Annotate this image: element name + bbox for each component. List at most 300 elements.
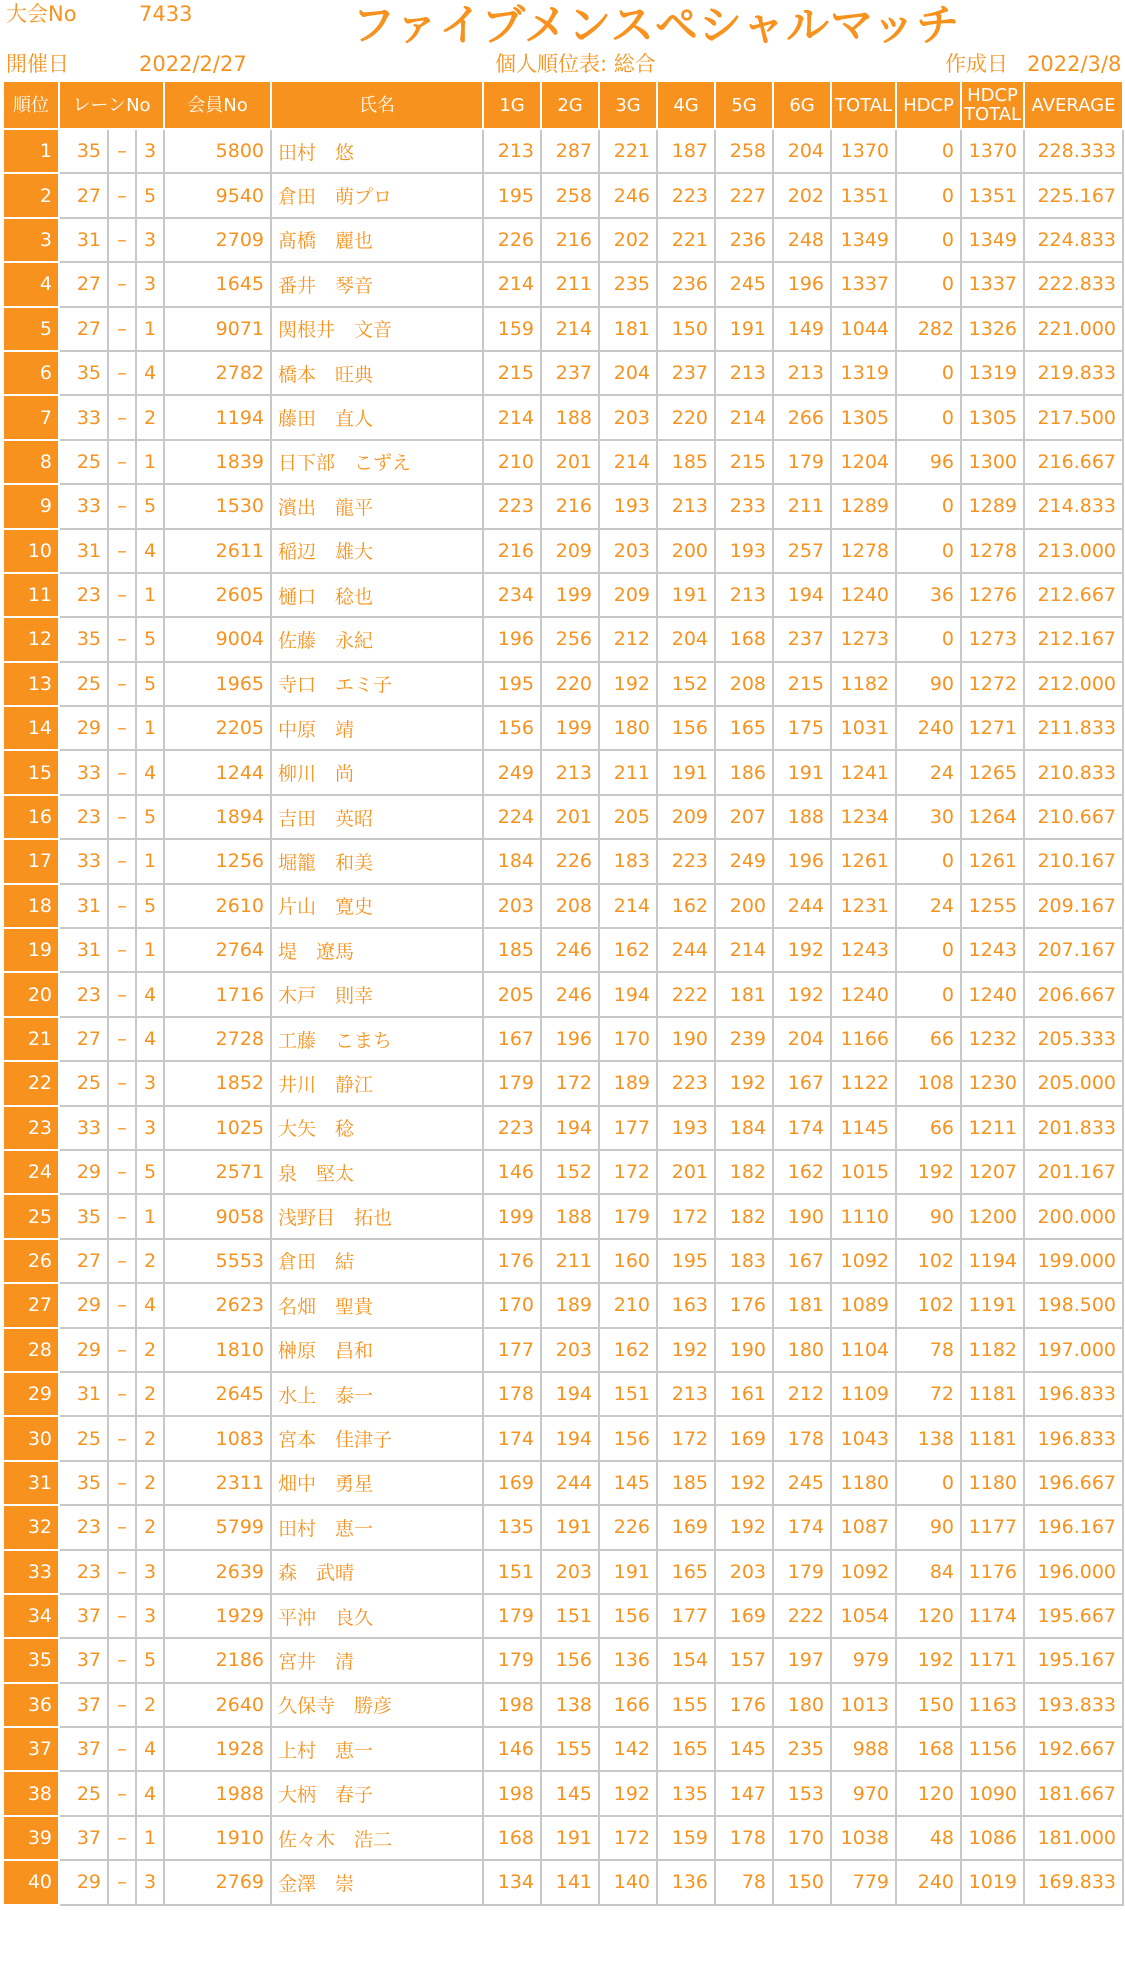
player-name-cell: 平沖 良久 — [271, 1594, 483, 1638]
game-5-cell: 165 — [715, 706, 773, 750]
member-no-cell: 2571 — [164, 1150, 271, 1194]
member-no-cell: 5799 — [164, 1505, 271, 1549]
game-4-cell: 222 — [657, 972, 715, 1016]
game-1-cell: 174 — [483, 1416, 541, 1460]
total-cell: 1204 — [831, 440, 896, 484]
game-4-cell: 155 — [657, 1683, 715, 1727]
game-5-cell: 192 — [715, 1505, 773, 1549]
average-cell: 196.000 — [1024, 1550, 1123, 1594]
average-cell: 212.167 — [1024, 617, 1123, 661]
hdcp-cell: 240 — [896, 706, 961, 750]
lane-number-cell: 37 — [59, 1727, 108, 1771]
game-3-cell: 177 — [599, 1106, 657, 1150]
hdcp-total-cell: 1171 — [961, 1638, 1024, 1682]
tournament-no: 7433 — [139, 2, 193, 26]
lane-dash-cell: – — [108, 307, 136, 351]
hdcp-cell: 48 — [896, 1816, 961, 1860]
game-4-cell: 209 — [657, 795, 715, 839]
lane-number-cell: 33 — [59, 750, 108, 794]
rank-cell: 22 — [3, 1061, 59, 1105]
rank-cell: 29 — [3, 1372, 59, 1416]
table-row — [3, 1283, 1123, 1327]
game-6-cell: 174 — [773, 1106, 831, 1150]
game-4-cell: 220 — [657, 395, 715, 439]
game-1-cell: 226 — [483, 218, 541, 262]
hdcp-total-cell: 1191 — [961, 1283, 1024, 1327]
lane-dash-cell: – — [108, 1372, 136, 1416]
game-5-cell: 186 — [715, 750, 773, 794]
hdcp-cell: 192 — [896, 1638, 961, 1682]
total-cell: 1240 — [831, 972, 896, 1016]
game-4-cell: 185 — [657, 1461, 715, 1505]
game-3-cell: 226 — [599, 1505, 657, 1549]
table-row — [3, 839, 1123, 883]
game-4-cell: 190 — [657, 1017, 715, 1061]
rank-cell: 40 — [3, 1860, 59, 1904]
game-2-cell: 256 — [541, 617, 599, 661]
table-row — [3, 307, 1123, 351]
game-4-cell: 152 — [657, 662, 715, 706]
lane-dash-cell: – — [108, 928, 136, 972]
member-no-cell: 1645 — [164, 262, 271, 306]
lane-position-cell: 4 — [136, 972, 164, 1016]
game-1-cell: 234 — [483, 573, 541, 617]
hdcp-cell: 90 — [896, 1194, 961, 1238]
lane-dash-cell: – — [108, 1106, 136, 1150]
rank-cell: 33 — [3, 1550, 59, 1594]
total-cell: 1234 — [831, 795, 896, 839]
hdcp-cell: 0 — [896, 218, 961, 262]
member-no-cell: 2769 — [164, 1860, 271, 1904]
lane-number-cell: 25 — [59, 1061, 108, 1105]
average-cell: 200.000 — [1024, 1194, 1123, 1238]
player-name-cell: 寺口 エミ子 — [271, 662, 483, 706]
lane-dash-cell: – — [108, 795, 136, 839]
game-6-cell: 212 — [773, 1372, 831, 1416]
rank-cell: 23 — [3, 1106, 59, 1150]
game-5-cell: 214 — [715, 928, 773, 972]
rank-cell: 16 — [3, 795, 59, 839]
game-3-cell: 189 — [599, 1061, 657, 1105]
lane-position-cell: 2 — [136, 1461, 164, 1505]
game-1-cell: 214 — [483, 262, 541, 306]
rank-cell: 4 — [3, 262, 59, 306]
player-name-cell: 番井 琴音 — [271, 262, 483, 306]
lane-position-cell: 2 — [136, 1372, 164, 1416]
game-6-cell: 181 — [773, 1283, 831, 1327]
rank-cell: 34 — [3, 1594, 59, 1638]
lane-number-cell: 33 — [59, 484, 108, 528]
game-4-cell: 163 — [657, 1283, 715, 1327]
game-6-cell: 245 — [773, 1461, 831, 1505]
lane-position-cell: 4 — [136, 351, 164, 395]
table-row — [3, 972, 1123, 1016]
member-no-cell: 1894 — [164, 795, 271, 839]
lane-dash-cell: – — [108, 750, 136, 794]
game-3-cell: 235 — [599, 262, 657, 306]
game-1-cell: 156 — [483, 706, 541, 750]
game-3-cell: 193 — [599, 484, 657, 528]
game-6-cell: 180 — [773, 1683, 831, 1727]
table-row — [3, 884, 1123, 928]
player-name-cell: 水上 泰一 — [271, 1372, 483, 1416]
game-3-cell: 156 — [599, 1416, 657, 1460]
total-cell: 1337 — [831, 262, 896, 306]
member-no-cell: 1025 — [164, 1106, 271, 1150]
table-row — [3, 529, 1123, 573]
game-2-cell: 199 — [541, 706, 599, 750]
game-1-cell: 170 — [483, 1283, 541, 1327]
game-3-cell: 170 — [599, 1017, 657, 1061]
col-header-hdcp-total: HDCP TOTAL — [961, 81, 1024, 129]
game-4-cell: 213 — [657, 484, 715, 528]
lane-position-cell: 3 — [136, 1594, 164, 1638]
game-3-cell: 203 — [599, 395, 657, 439]
col-header-member-no: 会員No — [164, 81, 271, 129]
lane-number-cell: 31 — [59, 1372, 108, 1416]
player-name-cell: 上村 恵一 — [271, 1727, 483, 1771]
game-2-cell: 208 — [541, 884, 599, 928]
table-row — [3, 662, 1123, 706]
game-6-cell: 257 — [773, 529, 831, 573]
game-6-cell: 248 — [773, 218, 831, 262]
hdcp-cell: 0 — [896, 395, 961, 439]
game-6-cell: 180 — [773, 1328, 831, 1372]
player-name-cell: 片山 寛史 — [271, 884, 483, 928]
total-cell: 1089 — [831, 1283, 896, 1327]
game-2-cell: 216 — [541, 484, 599, 528]
lane-dash-cell: – — [108, 1727, 136, 1771]
member-no-cell: 2610 — [164, 884, 271, 928]
average-cell: 181.667 — [1024, 1771, 1123, 1815]
member-no-cell: 2645 — [164, 1372, 271, 1416]
table-row — [3, 262, 1123, 306]
game-3-cell: 194 — [599, 972, 657, 1016]
game-2-cell: 216 — [541, 218, 599, 262]
game-3-cell: 166 — [599, 1683, 657, 1727]
game-3-cell: 246 — [599, 173, 657, 217]
game-4-cell: 223 — [657, 839, 715, 883]
total-cell: 1182 — [831, 662, 896, 706]
table-row — [3, 928, 1123, 972]
game-3-cell: 204 — [599, 351, 657, 395]
game-2-cell: 287 — [541, 129, 599, 173]
lane-number-cell: 37 — [59, 1594, 108, 1638]
lane-position-cell: 1 — [136, 440, 164, 484]
player-name-cell: 髙橋 麗也 — [271, 218, 483, 262]
lane-number-cell: 29 — [59, 1283, 108, 1327]
hdcp-total-cell: 1176 — [961, 1550, 1024, 1594]
table-row — [3, 1771, 1123, 1815]
lane-dash-cell: – — [108, 1683, 136, 1727]
lane-position-cell: 4 — [136, 1727, 164, 1771]
table-row — [3, 1416, 1123, 1460]
total-cell: 1351 — [831, 173, 896, 217]
table-row — [3, 1860, 1123, 1904]
average-cell: 205.333 — [1024, 1017, 1123, 1061]
lane-number-cell: 29 — [59, 1328, 108, 1372]
game-5-cell: 184 — [715, 1106, 773, 1150]
total-cell: 1038 — [831, 1816, 896, 1860]
game-6-cell: 170 — [773, 1816, 831, 1860]
total-cell: 1092 — [831, 1239, 896, 1283]
hdcp-total-cell: 1370 — [961, 129, 1024, 173]
total-cell: 1122 — [831, 1061, 896, 1105]
game-6-cell: 194 — [773, 573, 831, 617]
game-6-cell: 174 — [773, 1505, 831, 1549]
game-4-cell: 135 — [657, 1771, 715, 1815]
hdcp-total-cell: 1337 — [961, 262, 1024, 306]
game-4-cell: 201 — [657, 1150, 715, 1194]
tournament-no-label: 大会No — [6, 2, 77, 26]
lane-position-cell: 4 — [136, 750, 164, 794]
game-6-cell: 192 — [773, 928, 831, 972]
member-no-cell: 2640 — [164, 1683, 271, 1727]
game-5-cell: 214 — [715, 395, 773, 439]
hdcp-cell: 120 — [896, 1771, 961, 1815]
player-name-cell: 田村 悠 — [271, 129, 483, 173]
game-1-cell: 185 — [483, 928, 541, 972]
lane-position-cell: 3 — [136, 1860, 164, 1904]
table-row — [3, 573, 1123, 617]
member-no-cell: 1256 — [164, 839, 271, 883]
col-header-game-3: 3G — [599, 81, 657, 129]
game-1-cell: 177 — [483, 1328, 541, 1372]
game-6-cell: 167 — [773, 1061, 831, 1105]
player-name-cell: 中原 靖 — [271, 706, 483, 750]
average-cell: 212.000 — [1024, 662, 1123, 706]
game-2-cell: 152 — [541, 1150, 599, 1194]
game-3-cell: 192 — [599, 662, 657, 706]
game-6-cell: 197 — [773, 1638, 831, 1682]
hdcp-cell: 66 — [896, 1017, 961, 1061]
member-no-cell: 1716 — [164, 972, 271, 1016]
game-1-cell: 146 — [483, 1150, 541, 1194]
game-1-cell: 215 — [483, 351, 541, 395]
lane-dash-cell: – — [108, 262, 136, 306]
game-3-cell: 214 — [599, 884, 657, 928]
lane-position-cell: 1 — [136, 839, 164, 883]
lane-dash-cell: – — [108, 440, 136, 484]
player-name-cell: 倉田 萌プロ — [271, 173, 483, 217]
hdcp-total-cell: 1156 — [961, 1727, 1024, 1771]
total-cell: 1044 — [831, 307, 896, 351]
game-2-cell: 194 — [541, 1106, 599, 1150]
game-5-cell: 245 — [715, 262, 773, 306]
average-cell: 195.167 — [1024, 1638, 1123, 1682]
hdcp-cell: 0 — [896, 262, 961, 306]
lane-position-cell: 5 — [136, 662, 164, 706]
hdcp-total-cell: 1163 — [961, 1683, 1024, 1727]
game-1-cell: 249 — [483, 750, 541, 794]
lane-dash-cell: – — [108, 1638, 136, 1682]
hdcp-total-cell: 1181 — [961, 1372, 1024, 1416]
game-6-cell: 237 — [773, 617, 831, 661]
game-3-cell: 151 — [599, 1372, 657, 1416]
table-row — [3, 395, 1123, 439]
lane-dash-cell: – — [108, 617, 136, 661]
member-no-cell: 2623 — [164, 1283, 271, 1327]
lane-number-cell: 23 — [59, 1505, 108, 1549]
table-row — [3, 173, 1123, 217]
created-label: 作成日 — [945, 52, 1008, 76]
rank-cell: 6 — [3, 351, 59, 395]
hdcp-cell: 30 — [896, 795, 961, 839]
player-name-cell: 佐藤 永紀 — [271, 617, 483, 661]
lane-number-cell: 33 — [59, 395, 108, 439]
rank-cell: 15 — [3, 750, 59, 794]
lane-number-cell: 33 — [59, 1106, 108, 1150]
lane-number-cell: 31 — [59, 884, 108, 928]
game-5-cell: 207 — [715, 795, 773, 839]
lane-position-cell: 1 — [136, 307, 164, 351]
rank-cell: 12 — [3, 617, 59, 661]
lane-position-cell: 3 — [136, 1106, 164, 1150]
member-no-cell: 1910 — [164, 1816, 271, 1860]
game-1-cell: 205 — [483, 972, 541, 1016]
game-3-cell: 205 — [599, 795, 657, 839]
hdcp-total-cell: 1305 — [961, 395, 1024, 439]
game-1-cell: 224 — [483, 795, 541, 839]
game-2-cell: 138 — [541, 1683, 599, 1727]
hdcp-total-cell: 1278 — [961, 529, 1024, 573]
hdcp-total-cell: 1273 — [961, 617, 1024, 661]
game-5-cell: 258 — [715, 129, 773, 173]
average-cell: 216.667 — [1024, 440, 1123, 484]
col-header-rank: 順位 — [3, 81, 59, 129]
game-4-cell: 165 — [657, 1550, 715, 1594]
table-row — [3, 1239, 1123, 1283]
hdcp-total-cell: 1289 — [961, 484, 1024, 528]
player-name-cell: 吉田 英昭 — [271, 795, 483, 839]
game-1-cell: 214 — [483, 395, 541, 439]
col-header-average: AVERAGE — [1024, 81, 1123, 129]
game-5-cell: 176 — [715, 1283, 773, 1327]
game-2-cell: 211 — [541, 1239, 599, 1283]
average-cell: 217.500 — [1024, 395, 1123, 439]
lane-dash-cell: – — [108, 1816, 136, 1860]
table-row — [3, 1505, 1123, 1549]
game-2-cell: 196 — [541, 1017, 599, 1061]
average-cell: 212.667 — [1024, 573, 1123, 617]
total-cell: 1243 — [831, 928, 896, 972]
hdcp-cell: 0 — [896, 1461, 961, 1505]
game-4-cell: 244 — [657, 928, 715, 972]
hdcp-total-cell: 1272 — [961, 662, 1024, 706]
player-name-cell: 宮井 清 — [271, 1638, 483, 1682]
game-4-cell: 195 — [657, 1239, 715, 1283]
game-1-cell: 179 — [483, 1638, 541, 1682]
game-6-cell: 202 — [773, 173, 831, 217]
game-2-cell: 191 — [541, 1505, 599, 1549]
lane-number-cell: 31 — [59, 928, 108, 972]
hdcp-total-cell: 1255 — [961, 884, 1024, 928]
table-row — [3, 617, 1123, 661]
member-no-cell: 9071 — [164, 307, 271, 351]
game-6-cell: 175 — [773, 706, 831, 750]
game-4-cell: 191 — [657, 750, 715, 794]
game-5-cell: 157 — [715, 1638, 773, 1682]
lane-dash-cell: – — [108, 1061, 136, 1105]
player-name-cell: 大柄 春子 — [271, 1771, 483, 1815]
lane-position-cell: 1 — [136, 1816, 164, 1860]
game-1-cell: 169 — [483, 1461, 541, 1505]
hdcp-cell: 102 — [896, 1283, 961, 1327]
game-2-cell: 156 — [541, 1638, 599, 1682]
average-cell: 199.000 — [1024, 1239, 1123, 1283]
hdcp-cell: 0 — [896, 529, 961, 573]
lane-dash-cell: – — [108, 529, 136, 573]
report-title: 個人順位表: 総合 — [495, 52, 656, 76]
game-6-cell: 167 — [773, 1239, 831, 1283]
lane-number-cell: 29 — [59, 1860, 108, 1904]
game-5-cell: 190 — [715, 1328, 773, 1372]
total-cell: 1013 — [831, 1683, 896, 1727]
lane-position-cell: 5 — [136, 1638, 164, 1682]
game-2-cell: 155 — [541, 1727, 599, 1771]
hdcp-total-cell: 1182 — [961, 1328, 1024, 1372]
hdcp-cell: 90 — [896, 1505, 961, 1549]
game-6-cell: 153 — [773, 1771, 831, 1815]
lane-dash-cell: – — [108, 173, 136, 217]
player-name-cell: 藤田 直人 — [271, 395, 483, 439]
average-cell: 206.667 — [1024, 972, 1123, 1016]
game-2-cell: 211 — [541, 262, 599, 306]
hdcp-cell: 0 — [896, 173, 961, 217]
total-cell: 1180 — [831, 1461, 896, 1505]
member-no-cell: 2639 — [164, 1550, 271, 1594]
lane-number-cell: 35 — [59, 129, 108, 173]
lane-position-cell: 3 — [136, 129, 164, 173]
game-3-cell: 136 — [599, 1638, 657, 1682]
game-5-cell: 227 — [715, 173, 773, 217]
game-4-cell: 156 — [657, 706, 715, 750]
player-name-cell: 倉田 結 — [271, 1239, 483, 1283]
average-cell: 201.167 — [1024, 1150, 1123, 1194]
game-5-cell: 182 — [715, 1194, 773, 1238]
hdcp-cell: 0 — [896, 928, 961, 972]
member-no-cell: 2186 — [164, 1638, 271, 1682]
game-1-cell: 167 — [483, 1017, 541, 1061]
game-1-cell: 213 — [483, 129, 541, 173]
member-no-cell: 2728 — [164, 1017, 271, 1061]
hdcp-cell: 138 — [896, 1416, 961, 1460]
game-3-cell: 209 — [599, 573, 657, 617]
game-3-cell: 202 — [599, 218, 657, 262]
game-2-cell: 209 — [541, 529, 599, 573]
lane-number-cell: 37 — [59, 1638, 108, 1682]
average-cell: 196.833 — [1024, 1416, 1123, 1460]
game-4-cell: 192 — [657, 1328, 715, 1372]
total-cell: 779 — [831, 1860, 896, 1904]
rank-cell: 32 — [3, 1505, 59, 1549]
lane-number-cell: 35 — [59, 1461, 108, 1505]
total-cell: 1104 — [831, 1328, 896, 1372]
player-name-cell: 久保寺 勝彦 — [271, 1683, 483, 1727]
hdcp-total-cell: 1276 — [961, 573, 1024, 617]
table-row — [3, 1017, 1123, 1061]
player-name-cell: 金澤 崇 — [271, 1860, 483, 1904]
game-4-cell: 223 — [657, 1061, 715, 1105]
game-5-cell: 183 — [715, 1239, 773, 1283]
table-row — [3, 1328, 1123, 1372]
game-3-cell: 211 — [599, 750, 657, 794]
game-1-cell: 184 — [483, 839, 541, 883]
player-name-cell: 畑中 勇星 — [271, 1461, 483, 1505]
game-1-cell: 195 — [483, 662, 541, 706]
total-cell: 1110 — [831, 1194, 896, 1238]
member-no-cell: 1530 — [164, 484, 271, 528]
